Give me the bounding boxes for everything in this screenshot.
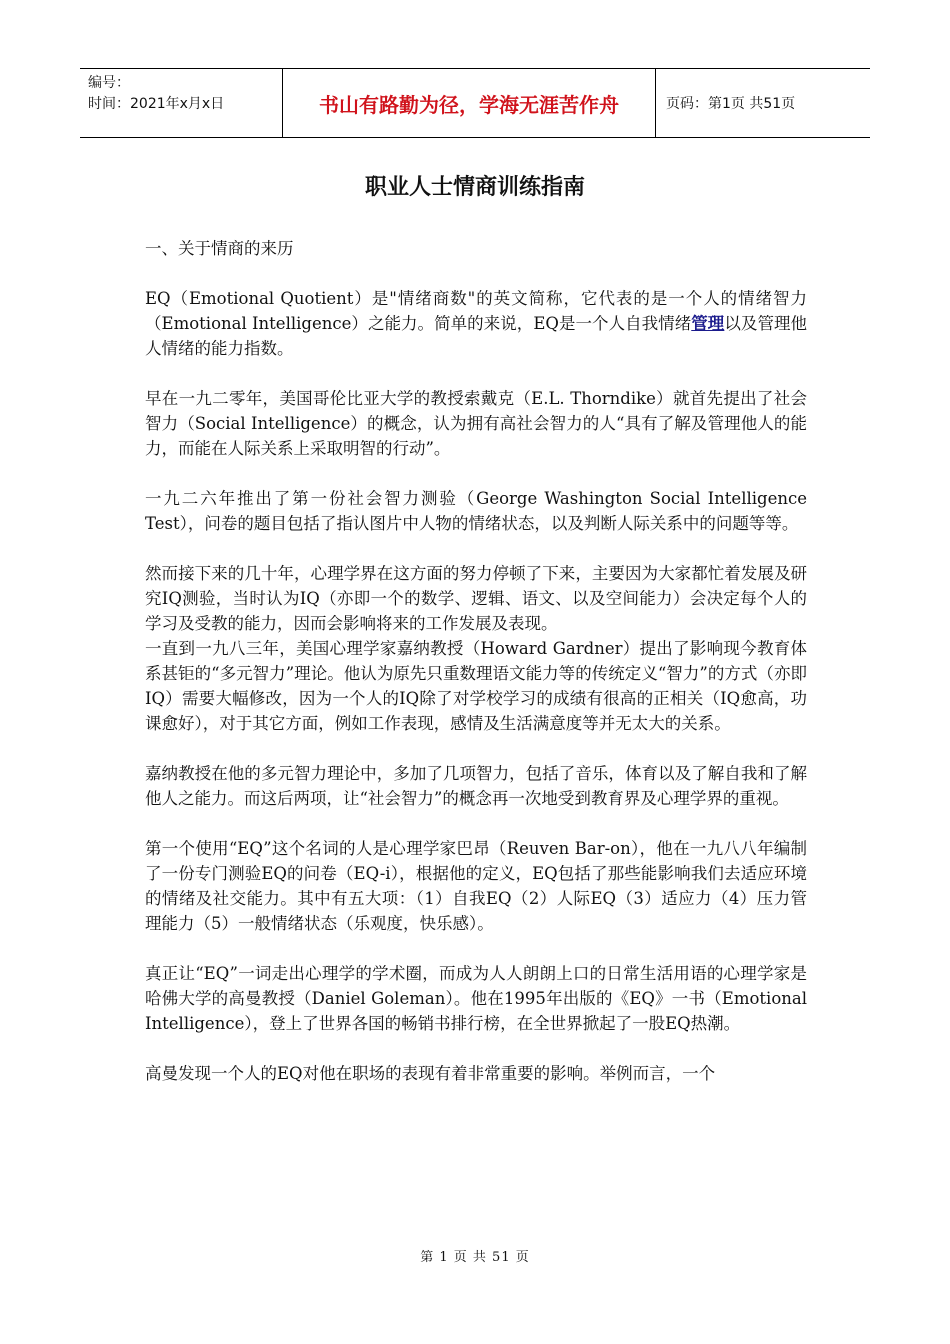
paragraph-6: 嘉纳教授在他的多元智力理论中，多加了几项智力，包括了音乐，体育以及了解自我和了解他人之能力。而这后两项，让“社会智力”的概念再一次地受到教育界及心理学界的重视。 xyxy=(145,764,807,808)
paragraph-5: 一直到一九八三年，美国心理学家嘉纳教授（Howard Gardner）提出了影响现今教育体系甚钜的“多元智力”理论。他认为原先只重数理语文能力等的传统定义“智力”的方式（亦即IQ）需要大幅修改，因为一个人的IQ除了对学校学习的成绩有很高的正相关（IQ愈高，功课愈好），对于其它方面，例如工作表现，感情及生活满意度等并无太大的关系。 xyxy=(145,639,807,733)
paragraph-8: 真正让“EQ”一词走出心理学的学术圈，而成为人人朗朗上口的日常生活用语的心理学家是哈佛大学的高曼教授（Daniel Goleman）。他在1995年出版的《EQ》一书（Emotional Intelligence），登上了世界各国的畅销书排行榜，在全世界掀起了一股EQ热潮。 xyxy=(145,964,807,1033)
paragraph-9: 高曼发现一个人的EQ对他在职场的表现有着非常重要的影响。举例而言，一个 xyxy=(145,1064,716,1083)
paragraph-7: 第一个使用“EQ”这个名词的人是心理学家巴昂（Reuven Bar-on），他在一九八八年编制了一份专门测验EQ的问卷（EQ-i），根据他的定义，EQ包括了那些能影响我们去适应环境的情绪及社交能力。其中有五大项：（1）自我EQ（2）人际EQ（3）适应力（4）压力管理能力（5）一般情绪状态（乐观度，快乐感）。 xyxy=(145,839,807,933)
header-motto: 书山有路勤为径，学海无涯苦作舟 xyxy=(282,69,656,137)
header-meta xyxy=(80,69,282,137)
document-title: 职业人士情商训练指南 xyxy=(364,175,585,200)
paragraph-1-text-b: 以及管理他人情绪的能力指数。 xyxy=(145,314,808,358)
document-body xyxy=(145,236,807,1111)
page-footer: 第 1 页 共 51 页 xyxy=(420,1250,530,1265)
paragraph-4: 然而接下来的几十年，心理学界在这方面的努力停顿了下来，主要因为大家都忙着发展及研究IQ测验，当时认为IQ（亦即一个的数学、逻辑、语文、以及空间能力）会决定每个人的学习及受教的能力，因而会影响将来的工作发展及表现。 xyxy=(145,564,807,633)
header-page-info: 页码：第1页 共51页 xyxy=(666,96,796,112)
document-header xyxy=(80,68,870,138)
section-heading: 一、关于情商的来历 xyxy=(145,239,294,258)
paragraph-1-text-a: EQ（Emotional Quotient）是"情绪商数"的英文简称，它代表的是一个人的情绪智力（Emotional Intelligence）之能力。简单的来说，EQ是一个人自我情绪 xyxy=(145,289,807,333)
number-label: 编号： xyxy=(88,75,130,91)
paragraph-1 xyxy=(145,286,807,361)
paragraph-2: 早在一九二零年，美国哥伦比亚大学的教授索戴克（E.L. Thorndike）就首先提出了社会智力（Social Intelligence）的概念，认为拥有高社会智力的人“具有了解及管理他人的能力，而能在人际关系上采取明智的行动”。 xyxy=(145,389,807,458)
time-label: 时间：2021年x月x日 xyxy=(88,96,225,112)
paragraph-3: 一九二六年推出了第一份社会智力测验（George Washington Social Intelligence Test），问卷的题目包括了指认图片中人物的情绪状态，以及判断人际关系中的问题等等。 xyxy=(145,489,807,533)
management-link[interactable]: 管理 xyxy=(691,314,725,333)
